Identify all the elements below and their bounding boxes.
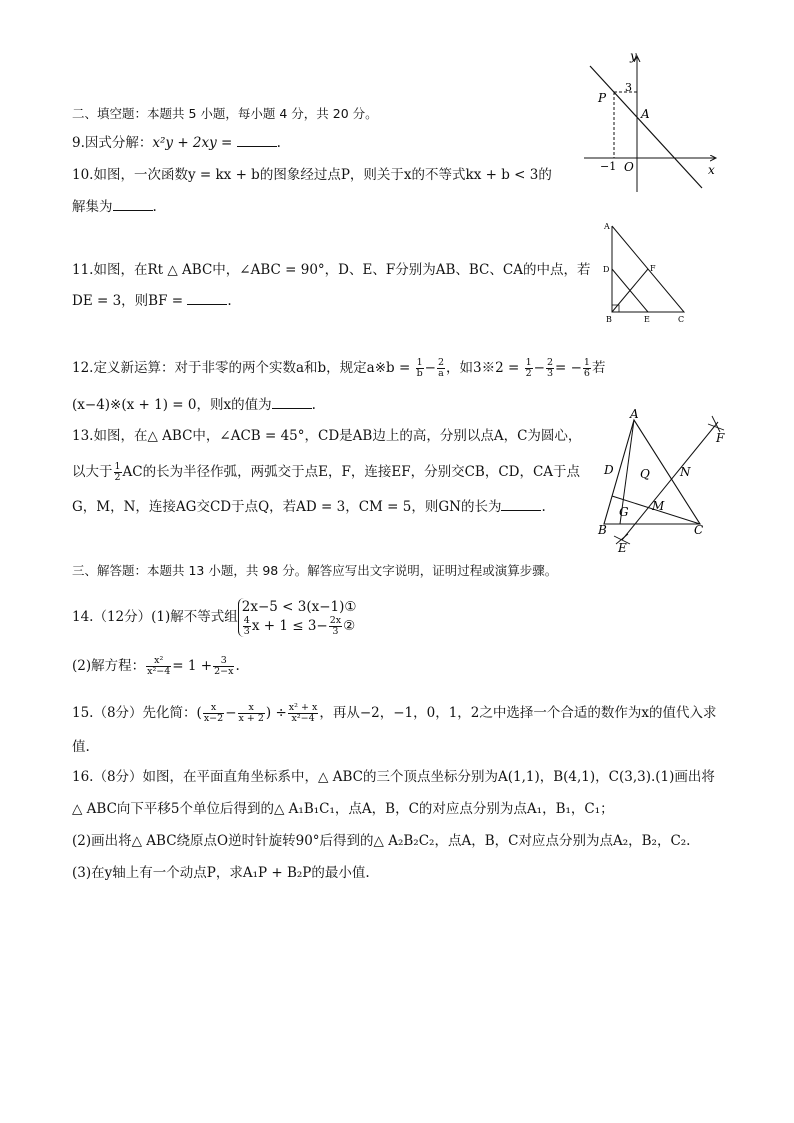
- x-axis-label: x: [708, 163, 715, 177]
- point-G-label: G: [619, 505, 629, 519]
- tick-label-3: 3: [625, 81, 632, 94]
- vertex-A-label: A: [630, 408, 639, 421]
- answer-blank: [113, 198, 153, 211]
- fraction: $\frac{1}{b}$: [416, 357, 423, 379]
- q9-number: 9.: [72, 135, 85, 151]
- answer-blank: [272, 396, 312, 409]
- q10-end: .: [152, 199, 157, 215]
- fraction: $\frac{2x}{3}$: [329, 615, 342, 637]
- q15-tail: ，再从−2，−1，0，1，2之中选择一个合适的数作为x的值代入求: [319, 705, 717, 721]
- q10-line2-text: 解集为: [72, 199, 113, 215]
- linear-function-figure: [580, 48, 720, 196]
- fraction: $\frac{1}{2}$: [114, 461, 121, 483]
- q15-lead: 15.（8分）先化简：(: [72, 705, 202, 721]
- q12-text-a: 12.定义新运算：对于非零的两个实数a和b，规定a※b =: [72, 360, 411, 376]
- question-12-line1: 12.定义新运算：对于非零的两个实数a和b，规定a※b = $\frac{1}{b}$ − $\frac{2}{a}$ ，如3※2 = $\frac{1}{2}$ − $\frac{2}{3}$ = − $\frac{1}{6}$ 若: [72, 357, 606, 379]
- question-14-part2: (2)解方程： $\frac{\text{x²}}{\text{x²−4}}$ = 1 + $\frac{3}{2-x}$ .: [72, 655, 240, 677]
- question-12-line2: [72, 396, 316, 414]
- vertex-B-label: B: [598, 523, 607, 537]
- q12-text-c: = −: [555, 360, 582, 376]
- question-13-line1: 13.如图，在△ ABC中，∠ACB = 45°，CD是AB边上的高，分别以点A，C为圆心，: [72, 428, 582, 444]
- question-15-line1: 15.（8分）先化简：( $\frac{x}{x-2}$ − $\frac{x}{x + 2}$ ) ÷ $\frac{\text{x² + x}}{\text{x²−4}}$ ，再从−2，−1，0，1，2之中选择一个合适的数作为x的值代入求: [72, 702, 717, 724]
- question-14-part1: [72, 598, 357, 637]
- q14-eq2: $\frac{4}{3}$ x + 1 ≤ 3− $\frac{2x}{3}$ ②: [243, 615, 356, 637]
- fraction: $\frac{\text{x²}}{\text{x²−4}}$: [147, 655, 171, 677]
- point-A-label: A: [641, 107, 650, 121]
- q11-end: .: [227, 293, 232, 309]
- q13-text-a: 以大于: [72, 464, 113, 480]
- q12-line2-text: (x−4)※(x + 1) = 0，则x的值为: [72, 397, 272, 413]
- fraction: $\frac{3}{2-x}$: [214, 655, 234, 677]
- q12-text-d: 若: [591, 360, 606, 376]
- triangle-construction-figure: [592, 408, 732, 556]
- vertex-C-label: C: [678, 315, 685, 324]
- question-11-line1: 11.如图，在Rt △ ABC中，∠ABC = 90°，D、E、F分别为AB、BC、CA的中点，若: [72, 262, 591, 278]
- q13-text-b: AC的长为半径作弧，两弧交于点E，F，连接EF，分别交CB，CD，CA于点: [122, 464, 581, 480]
- point-D-label: D: [604, 463, 614, 477]
- question-10-line2: [72, 198, 157, 216]
- q9-end: .: [276, 135, 281, 151]
- point-N-label: N: [680, 465, 691, 479]
- question-16-line3: (2)画出将△ ABC绕原点O逆时针旋转90°后得到的△ A₂B₂C₂，点A，B，C对应点分别为点A₂，B₂，C₂.: [72, 833, 691, 849]
- answer-blank: [187, 292, 227, 305]
- question-16-line2: △ ABC向下平移5个单位后得到的△ A₁B₁C₁，点A，B，C的对应点分别为点A₁，B₁，C₁；: [72, 801, 614, 817]
- question-15-line2: 值.: [72, 739, 90, 755]
- q13-end: .: [541, 499, 546, 515]
- section-header-fill-blank: 二、填空题：本题共 5 小题，每小题 4 分，共 20 分。: [72, 106, 378, 121]
- question-16-line1: 16.（8分）如图，在平面直角坐标系中，△ ABC的三个顶点坐标分别为A(1,1)，B(4,1)，C(3,3).(1)画出将: [72, 769, 715, 785]
- fraction: $\frac{2}{3}$: [546, 357, 553, 379]
- line-EF: [622, 422, 718, 540]
- vertex-C-label: C: [694, 523, 704, 537]
- question-13-line3: [72, 498, 546, 516]
- point-D-label: D: [603, 265, 610, 274]
- point-Q-label: Q: [640, 467, 650, 481]
- q9-expression: x²y + 2xy =: [152, 135, 233, 151]
- fraction: $\frac{x}{x + 2}$: [238, 702, 264, 724]
- y-axis-label: y: [630, 49, 637, 63]
- question-10-line1: 10.如图，一次函数y = kx + b的图象经过点P，则关于x的不等式kx + b < 3的: [72, 167, 552, 183]
- tick-label-neg1: −1: [600, 160, 617, 173]
- fraction: $\frac{x}{x-2}$: [203, 702, 224, 724]
- q13-line3-text: G，M，N，连接AG交CD于点Q，若AD = 3，CM = 5，则GN的长为: [72, 499, 502, 515]
- right-triangle-figure: [598, 220, 690, 328]
- q14-lead: 14.（12分）(1)解不等式组: [72, 609, 238, 625]
- q11-line2-text: DE = 3，则BF =: [72, 293, 184, 309]
- q12-end: .: [311, 397, 316, 413]
- point-F-label: F: [716, 431, 725, 445]
- point-P-label: P: [598, 91, 607, 105]
- vertex-A-label: A: [604, 222, 610, 231]
- point-E-label: E: [618, 541, 627, 555]
- q12-text-b: ，如3※2 =: [446, 360, 520, 376]
- q9-text: 因式分解：: [84, 135, 153, 151]
- fraction: $\frac{4}{3}$: [243, 615, 250, 637]
- fraction: $\frac{1}{6}$: [583, 357, 590, 379]
- point-E-label: E: [644, 315, 650, 324]
- fraction: $\frac{\text{x² + x}}{\text{x²−4}}$: [288, 702, 318, 724]
- section-header-solve: 三、解答题：本题共 13 小题，共 98 分。解答应写出文字说明，证明过程或演算步骤。: [72, 563, 558, 578]
- question-13-line2: [72, 462, 580, 483]
- vertex-B-label: B: [606, 315, 612, 324]
- inequality-system: [238, 598, 357, 637]
- question-16-line4: (3)在y轴上有一个动点P，求A₁P + B₂P的最小值.: [72, 865, 370, 881]
- answer-blank: [237, 134, 277, 147]
- question-9: [72, 134, 281, 152]
- question-11-line2: [72, 292, 232, 310]
- arc-mark-F: [708, 416, 724, 432]
- point-F-label: F: [650, 264, 656, 273]
- answer-blank: [501, 498, 541, 511]
- q14-part2-text: (2)解方程：: [72, 658, 146, 674]
- q14-eq1: 2x−5 < 3(x−1)①: [241, 599, 357, 615]
- fraction: $\frac{2}{a}$: [437, 357, 445, 379]
- fraction: $\frac{1}{2}$: [525, 357, 532, 379]
- point-M-label: M: [652, 499, 665, 513]
- origin-label: O: [624, 160, 634, 174]
